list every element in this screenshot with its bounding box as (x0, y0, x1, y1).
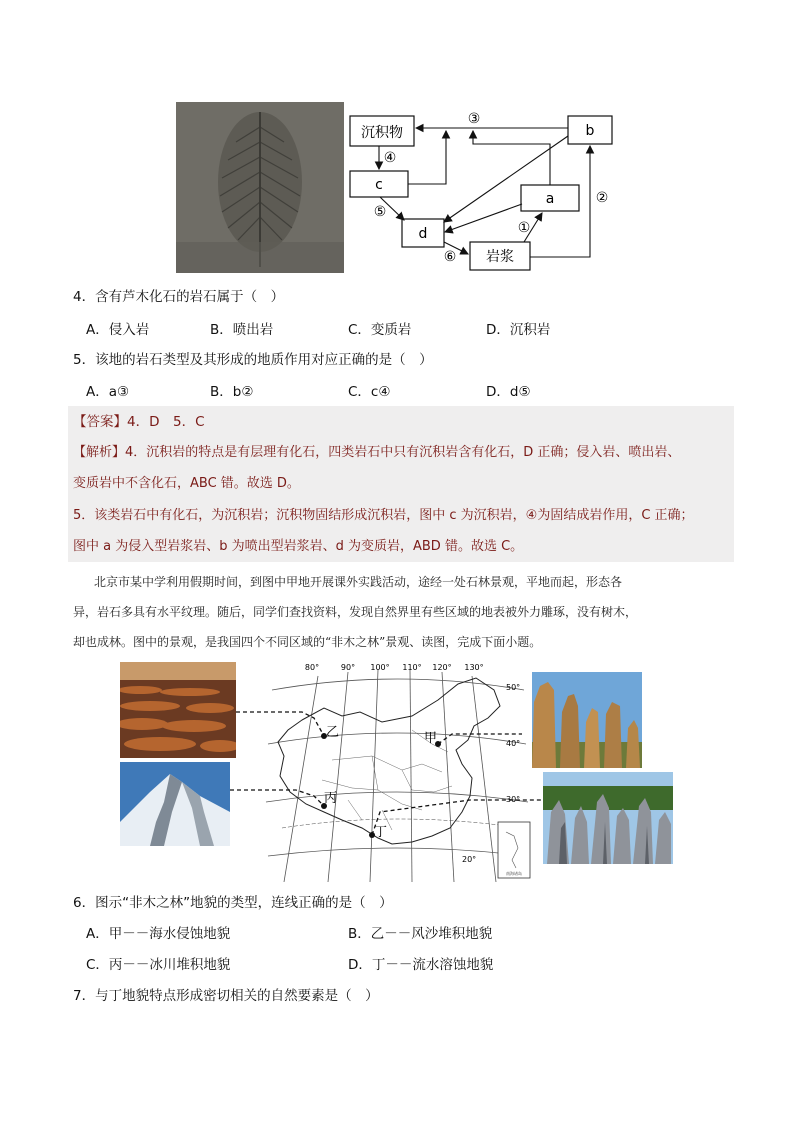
q5-option-b: B．b② (210, 384, 254, 400)
arrow-label-6: ⑥ (443, 249, 457, 265)
question-7-stem: 7．与丁地貌特点形成密切相关的自然要素是（ ） (73, 988, 379, 1004)
rock-d-label: d (418, 226, 428, 242)
lat-label-50: 50° (506, 683, 521, 692)
sediment-label: 沉积物 (361, 125, 403, 141)
place-ding-label: 丁 (374, 825, 388, 840)
question-4-stem: 4．含有芦木化石的岩石属于（ ） (73, 289, 285, 305)
lat-label-30: 30° (506, 795, 521, 804)
lon-label-80: 80° (304, 663, 320, 672)
answer-line: 【答案】4．D 5．C (73, 414, 205, 430)
lon-label-110: 110° (402, 663, 422, 672)
lon-label-90: 90° (340, 663, 356, 672)
lat-label-20: 20° (462, 855, 477, 864)
q5-option-c: C．c④ (348, 384, 391, 400)
rock-c-label: c (375, 177, 383, 193)
q6-option-d: D．丁－－流水溶蚀地貌 (348, 957, 494, 973)
lon-label-130: 130° (464, 663, 484, 672)
q4-option-a: A．侵入岩 (86, 322, 150, 338)
arrow-label-1: ① (517, 220, 531, 236)
q4-option-d: D．沉积岩 (486, 322, 551, 338)
question-6-stem: 6．图示“非木之林”地貌的类型，连线正确的是（ ） (73, 895, 393, 911)
arrow-label-5: ⑤ (373, 204, 387, 220)
lon-label-120: 120° (432, 663, 452, 672)
q6-option-a: A．甲－－海水侵蚀地貌 (86, 926, 231, 942)
analysis-line-2: 变质岩中不含化石，ABC 错。故选 D。 (73, 476, 300, 491)
lon-label-100: 100° (370, 663, 390, 672)
lat-label-40: 40° (506, 739, 521, 748)
analysis-line-3: 5．该类岩石中有化石，为沉积岩；沉积物固结形成沉积岩，图中 c 为沉积岩，④为固结成岩作用，C 正确； (73, 508, 694, 523)
arrow-label-2: ② (595, 190, 609, 206)
rock-a-label: a (545, 191, 555, 207)
q4-option-c: C．变质岩 (348, 322, 412, 338)
q5-option-d: D．d⑤ (486, 384, 531, 400)
arrow-label-3: ③ (467, 111, 481, 127)
q5-option-a: A．a③ (86, 384, 130, 400)
rock-b-label: b (585, 123, 595, 139)
arrow-label-4: ④ (383, 150, 397, 166)
passage-line-2: 异，岩石多具有水平纹理。随后，同学们查找资料，发现自然界里有些区域的地表被外力雕琢，没有树木， (73, 605, 638, 619)
analysis-line-4: 图中 a 为侵入型岩浆岩、b 为喷出型岩浆岩、d 为变质岩，ABD 错。故选 C。 (73, 539, 524, 554)
q6-option-c: C．丙－－冰川堆积地貌 (86, 957, 231, 973)
inset-caption: 南海诸岛 (506, 871, 522, 876)
analysis-line-1: 【解析】4．沉积岩的特点是有层理有化石，四类岩石中只有沉积岩含有化石，D 正确；侵入岩、喷出岩、 (73, 445, 681, 460)
passage-line-3: 却也成林。图中的景观，是我国四个不同区域的“非木之林”景观、读图，完成下面小题。 (73, 635, 542, 649)
q4-option-b: B．喷出岩 (210, 322, 274, 338)
place-jia-label: 甲 (424, 731, 438, 746)
passage-line-1: 北京市某中学利用假期时间，到图中甲地开展课外实践活动，途经一处石林景观，平地而起，形态各 (94, 575, 623, 589)
place-bing-label: 丙 (324, 791, 338, 806)
magma-label: 岩浆 (486, 249, 514, 265)
place-yi-label: 乙 (326, 725, 340, 740)
question-5-stem: 5．该地的岩石类型及其形成的地质作用对应正确的是（ ） (73, 352, 433, 368)
q6-option-b: B．乙－－风沙堆积地貌 (348, 926, 493, 942)
